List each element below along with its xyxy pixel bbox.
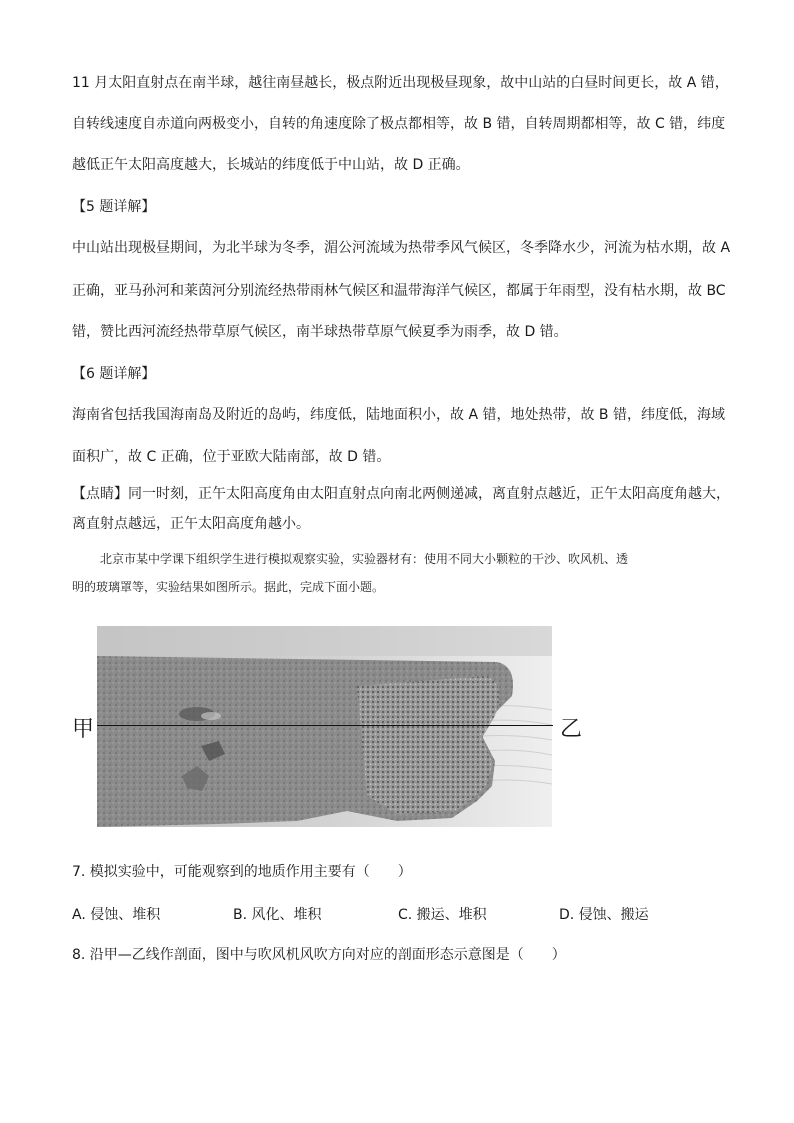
- section-line: [97, 725, 553, 726]
- section6-line1: 海南省包括我国海南岛及附近的岛屿，纬度低，陆地面积小，故 A 错，地处热带，故 B 错，纬度低，海域: [72, 407, 725, 423]
- q7-option-d[interactable]: D. 侵蚀、搬运: [559, 907, 649, 923]
- coarse-deposit: [357, 676, 500, 814]
- section5-heading: 【5 题详解】: [72, 199, 156, 215]
- q7-option-a[interactable]: A. 侵蚀、堆积: [72, 907, 161, 923]
- top-border-area: [97, 626, 552, 656]
- question-8-stem: 8. 沿甲—乙线作剖面，图中与吹风机风吹方向对应的剖面形态示意图是（ ）: [72, 947, 566, 963]
- question-7-stem: 7. 模拟实验中，可能观察到的地质作用主要有（ ）: [72, 864, 412, 880]
- section6-line2: 面积广，故 C 正确，位于亚欧大陆南部，故 D 错。: [72, 449, 391, 465]
- section4-line3: 越低正午太阳高度越大，长城站的纬度低于中山站，故 D 正确。: [72, 157, 470, 173]
- q7-option-b[interactable]: B. 风化、堆积: [233, 907, 322, 923]
- section5-line1: 中山站出现极昼期间，为北半球为冬季，湄公河流域为热带季风气候区，冬季降水少，河流为枯水期，故 A: [72, 240, 731, 256]
- label-jia: 甲: [72, 717, 95, 742]
- tip-line1: 【点睛】同一时刻，正午太阳高度角由太阳直射点向南北两侧递减，离直射点越近，正午太阳高度角越大，: [72, 486, 730, 502]
- tip-line2: 离直射点越远，正午太阳高度角越小。: [72, 516, 310, 532]
- section4-line2: 自转线速度自赤道向两极变小，自转的角速度除了极点都相等，故 B 错，自转周期都相等，故 C 错，纬度: [72, 116, 726, 132]
- intro-line1: 北京市某中学课下组织学生进行模拟观察实验，实验器材有：使用不同大小颗粒的干沙、吹风机、透: [100, 552, 629, 566]
- intro-line2: 明的玻璃罩等，实验结果如图所示。据此，完成下面小题。: [72, 580, 385, 594]
- label-yi: 乙: [560, 717, 583, 742]
- section6-heading: 【6 题详解】: [72, 366, 156, 382]
- section5-line2: 正确，亚马孙河和莱茵河分别流经热带雨林气候区和温带海洋气候区，都属于年雨型，没有枯水期，故 BC: [72, 283, 726, 299]
- section4-line1: 11 月太阳直射点在南半球，越往南昼越长，极点附近出现极昼现象，故中山站的白昼时间更长，故 A 错，: [72, 75, 729, 91]
- q7-option-c[interactable]: C. 搬运、堆积: [398, 907, 487, 923]
- sand-experiment-photo: [97, 626, 552, 827]
- section5-line3: 错，赞比西河流经热带草原气候区，南半球热带草原气候夏季为雨季，故 D 错。: [72, 324, 568, 340]
